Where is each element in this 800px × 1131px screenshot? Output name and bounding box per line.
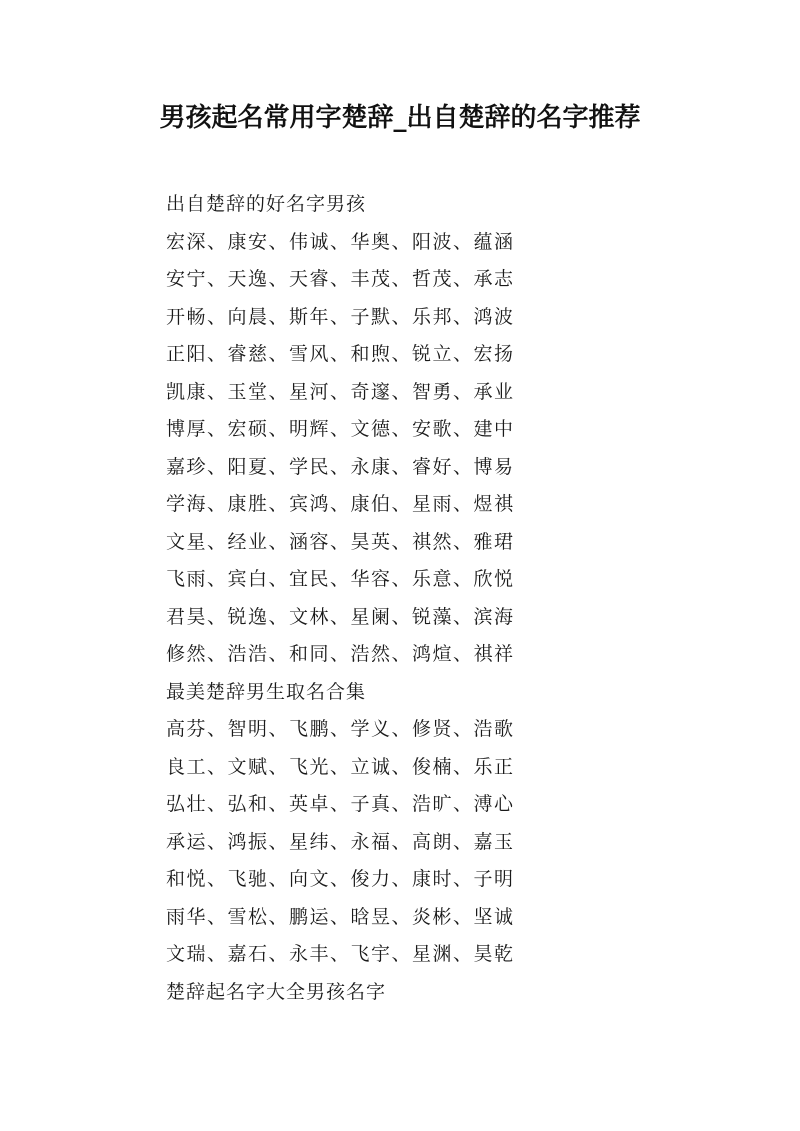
document-body xyxy=(166,186,636,1011)
name-list-line: 宏深、康安、伟诚、华奥、阳波、蕴涵 xyxy=(166,230,515,253)
name-list-line: 承运、鸿振、星纬、永福、高朗、嘉玉 xyxy=(166,830,515,853)
name-list-line: 嘉珍、阳夏、学民、永康、睿好、博易 xyxy=(166,455,515,478)
name-list-line: 雨华、雪松、鹏运、晗昱、炎彬、坚诚 xyxy=(166,905,515,928)
name-list-line: 博厚、宏硕、明辉、文德、安歌、建中 xyxy=(166,418,515,440)
section-heading: 楚辞起名字大全男孩名字 xyxy=(166,980,387,1003)
name-list-line: 修然、浩浩、和同、浩然、鸿煊、祺祥 xyxy=(166,643,515,665)
name-list-line: 学海、康胜、宾鸿、康伯、星雨、煜祺 xyxy=(166,493,515,515)
section-heading: 最美楚辞男生取名合集 xyxy=(166,680,367,703)
name-list-line: 开畅、向晨、斯年、子默、乐邦、鸿波 xyxy=(166,305,515,328)
name-list-line: 君昊、锐逸、文林、星阑、锐藻、滨海 xyxy=(166,605,515,628)
name-list-line: 高芬、智明、飞鹏、学义、修贤、浩歌 xyxy=(166,718,515,740)
name-list-line: 凯康、玉堂、星河、奇邃、智勇、承业 xyxy=(166,380,515,403)
section-heading: 出自楚辞的好名字男孩 xyxy=(166,193,367,215)
name-list-line: 正阳、睿慈、雪风、和煦、锐立、宏扬 xyxy=(166,343,515,365)
name-list-line: 安宁、天逸、天睿、丰茂、哲茂、承志 xyxy=(166,268,515,290)
document-title: 男孩起名常用字楚辞_出自楚辞的名字推荐 xyxy=(159,103,641,133)
name-list-line: 文星、经业、涵容、昊英、祺然、雅珺 xyxy=(166,530,515,553)
name-list-line: 飞雨、宾白、宜民、华容、乐意、欣悦 xyxy=(166,568,515,590)
name-list-line: 和悦、飞驰、向文、俊力、康时、子明 xyxy=(166,868,515,890)
name-list-line: 良工、文赋、飞光、立诚、俊楠、乐正 xyxy=(166,755,515,778)
name-list-line: 文瑞、嘉石、永丰、飞宇、星渊、昊乾 xyxy=(166,943,515,965)
name-list-line: 弘壮、弘和、英卓、子真、浩旷、溥心 xyxy=(166,793,515,815)
